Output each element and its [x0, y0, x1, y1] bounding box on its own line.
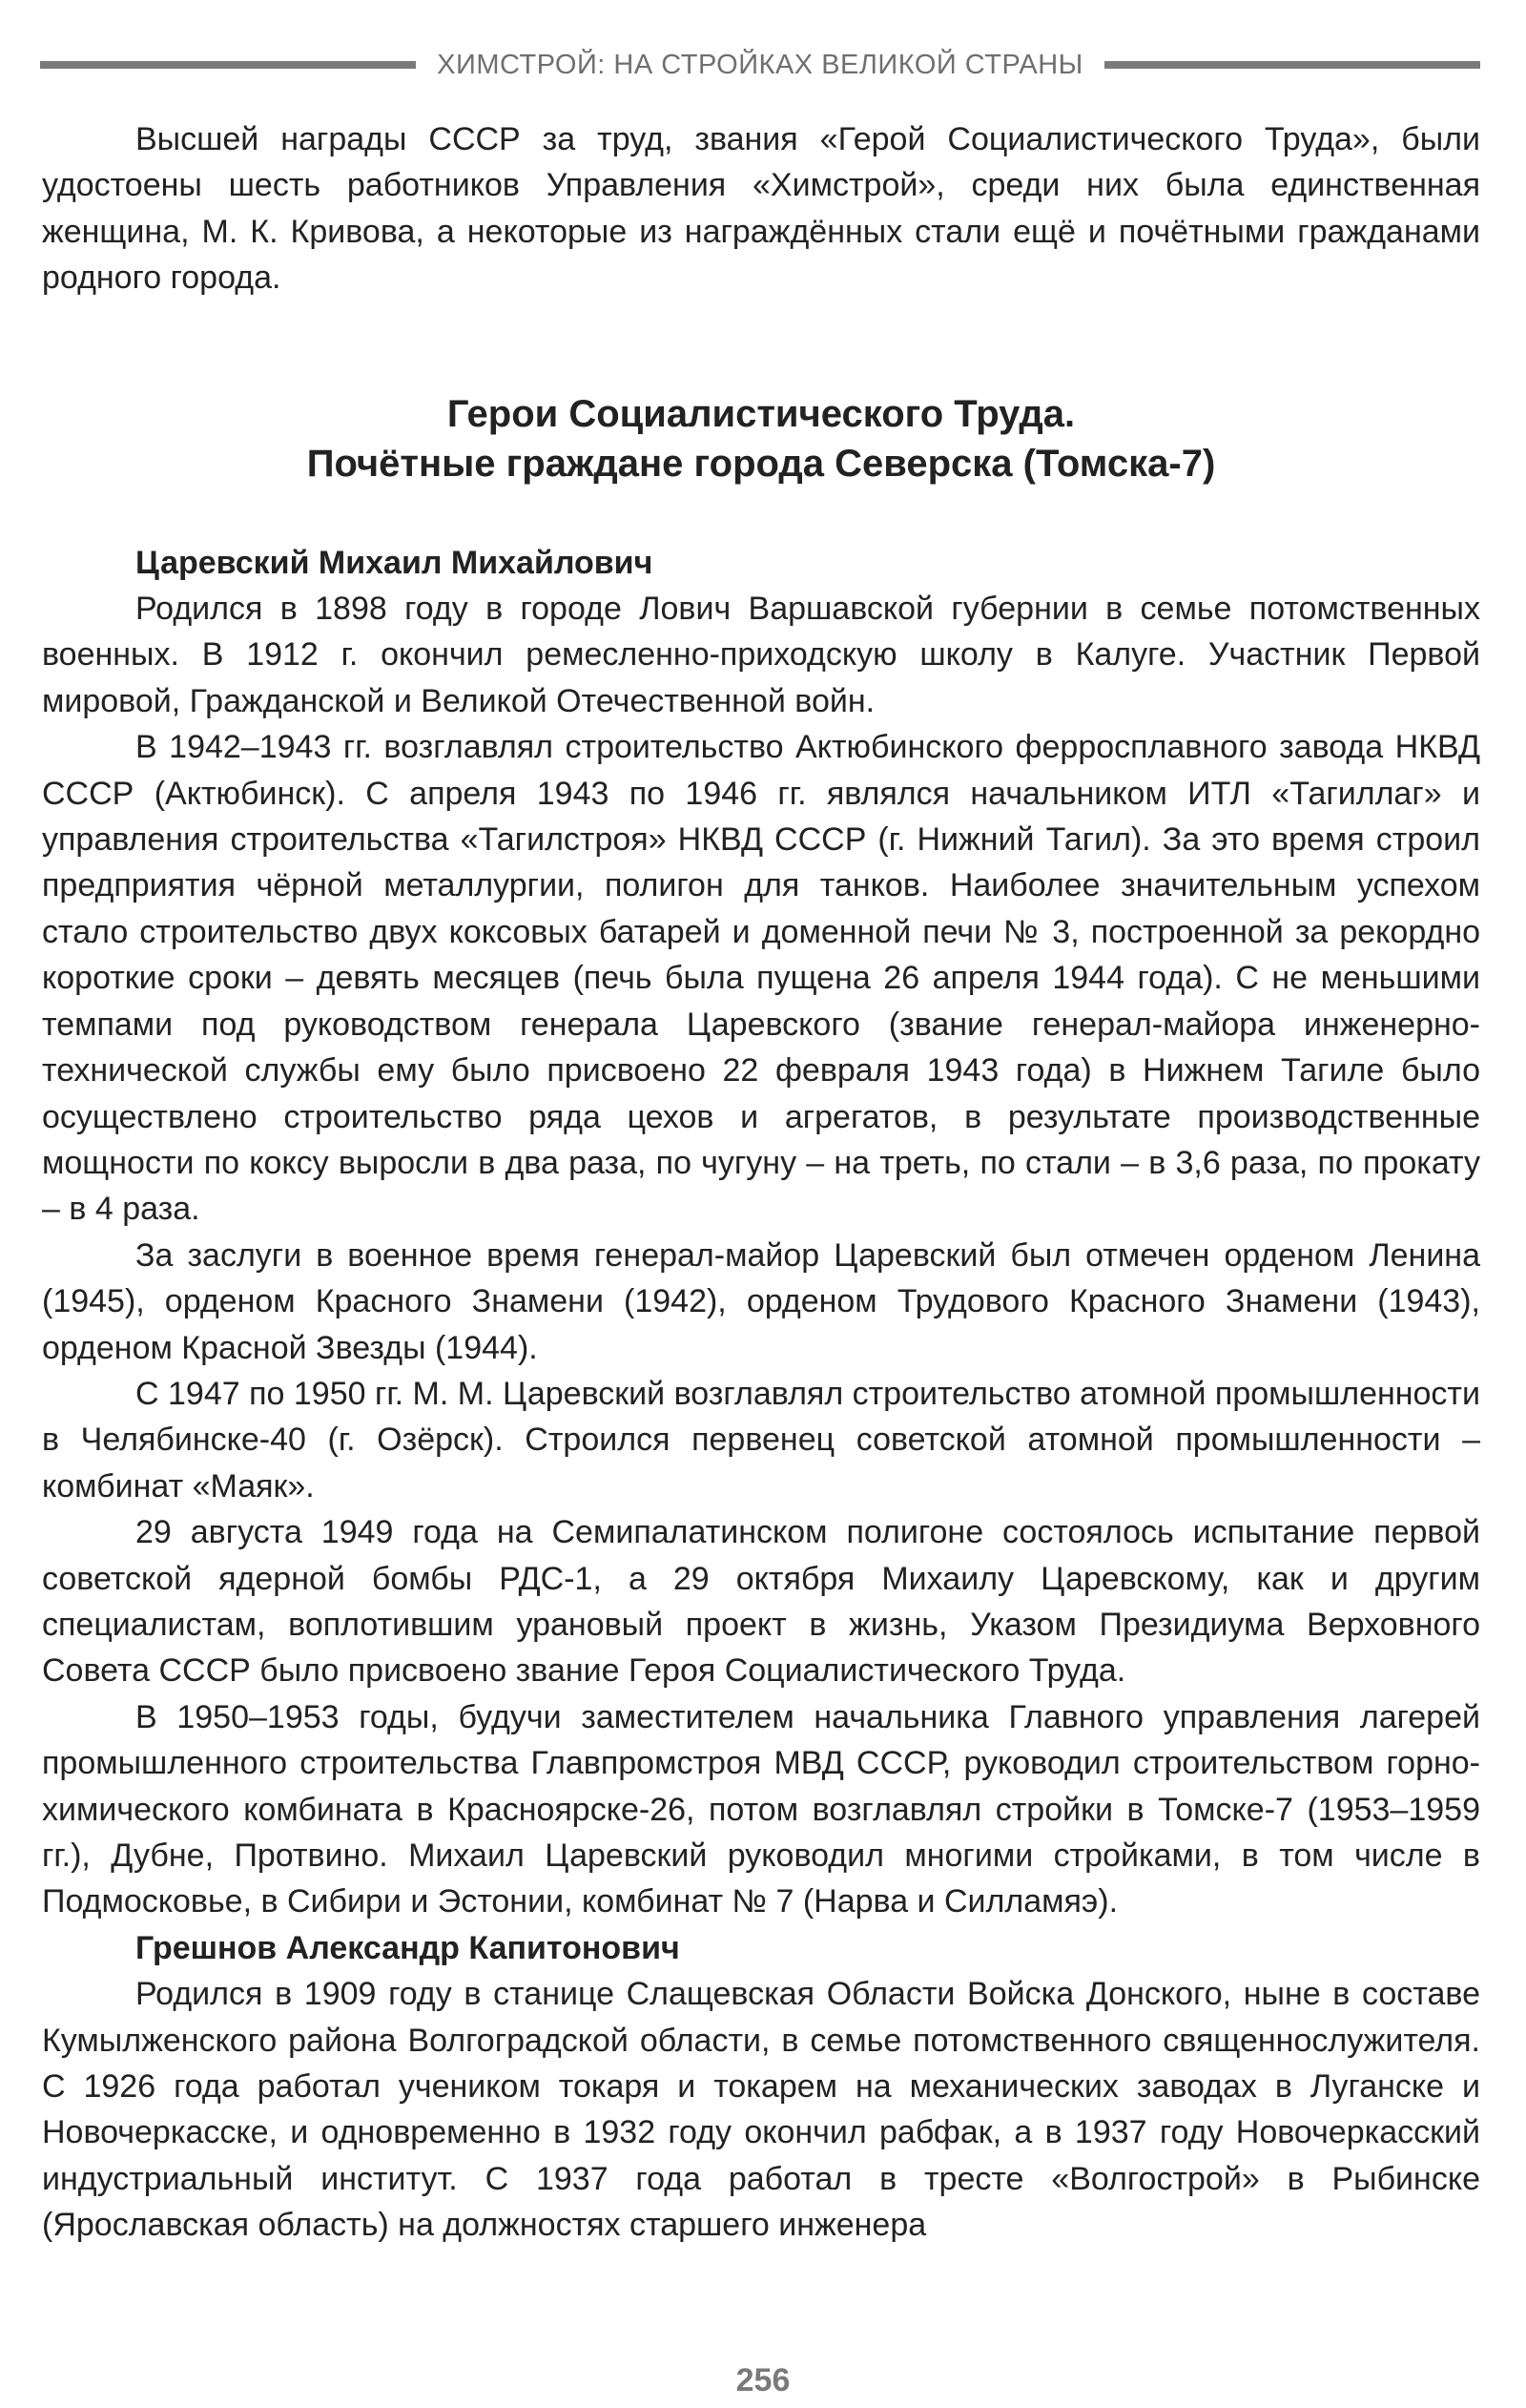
biography-paragraph: В 1942–1943 гг. возглавлял строительство Актюбинского ферросплавного завода НКВД СССР (Актюбинск). С апреля 1943 по 1946 гг. являлся начальником ИТЛ «Тагиллаг» и управления строительства «Тагилстроя» НКВД СССР (г. Нижний Тагил). За это время строил предприятия чёрной металлургии, полигон для танков. Наиболее значительным успехом стало строительство двух коксовых батарей и доменной печи № 3, построенной за рекордно короткие сроки – девять месяцев (печь была пущена 26 апреля 1944 года). С не меньшими темпами под руководством генерала Царевского (звание генерал-майора инженерно-технической службы ему было присвоено 22 февраля 1943 года) в Нижнем Тагиле было осуществлено строительство ряда цехов и агрегатов, в результате производственные мощности по коксу выросли в два раза, по чугуну – на треть, по стали – в 3,6 раза, по прокату – в 4 раза.: [42, 729, 1480, 1228]
biography-paragraph: В 1950–1953 годы, будучи заместителем начальника Главного управления лагерей промышленного строительства Главпромстроя МВД СССР, руководил строительством горно-химического комбината в Красноярске-26, потом возглавлял стройки в Томске-7 (1953–1959 гг.), Дубне, Протвино. Михаил Царевский руководил многими стройками, в том числе в Подмосковье, в Сибири и Эстонии, комбинат № 7 (Нарва и Силламяэ).: [42, 1698, 1480, 1920]
section-title: [42, 389, 1480, 488]
person-entry-tsarevsky: [42, 540, 1480, 1925]
person-entry-greshnov: [42, 1925, 1480, 2249]
page-number: 256: [735, 2362, 791, 2398]
biography-paragraph: Родился в 1898 году в городе Лович Варшавской губернии в семье потомственных военных. В 1912 г. окончил ремесленно-приходскую школу в Калуге. Участник Первой мировой, Гражданской и Великой Отечественной войн.: [42, 591, 1480, 719]
page-body: [42, 116, 1480, 2249]
biography-paragraph: 29 августа 1949 года на Семипалатинском полигоне состоялось испытание первой советской ядерной бомбы РДС-1, а 29 октября Михаилу Царевскому, как и другим специалистам, воплотившим урановый проект в жизнь, Указом Президиума Верховного Совета СССР было присвоено звание Героя Социалистического Труда.: [42, 1514, 1480, 1690]
biography-paragraph: С 1947 по 1950 гг. М. М. Царевский возглавлял строительство атомной промышленности в Челябинске-40 (г. Озёрск). Строился первенец советской атомной промышленности – комбинат «Маяк».: [42, 1375, 1480, 1505]
biography-paragraph: Родился в 1909 году в станице Слащевская Области Войска Донского, ныне в составе Кумылженского района Волгоградской области, в семье потомственного священнослужителя. С 1926 года работал учеником токаря и токарем на механических заводах в Луганске и Новочеркасске, и одновременно в 1932 году окончил рабфак, а в 1937 году Новочеркасский индустриальный институт. С 1937 года работал в тресте «Волгострой» в Рыбинске (Ярославская область) на должностях старшего инженера: [42, 1976, 1480, 2244]
running-header: [40, 46, 1480, 84]
header-rule-right: [1104, 61, 1480, 69]
biography-paragraph: За заслуги в военное время генерал-майор Царевский был отмечен орденом Ленина (1945), орденом Красного Знамени (1942), орденом Трудового Красного Знамени (1943), орденом Красной Звезды (1944).: [42, 1236, 1480, 1366]
header-rule-left: [40, 61, 416, 69]
running-title: ХИМСТРОЙ: НА СТРОЙКАХ ВЕЛИКОЙ СТРАНЫ: [437, 49, 1083, 80]
section-title-line-1: Герои Социалистического Труда.: [446, 392, 1076, 435]
person-name: Грешнов Александр Капитонович: [135, 1929, 680, 1966]
section-title-line-2: Почётные граждане города Северска (Томска-7): [306, 442, 1216, 485]
intro-paragraph: Высшей награды СССР за труд, звания «Герой Социалистического Труда», были удостоены шесть работников Управления «Химстрой», среди них была единственная женщина, М. К. Кривова, а некоторые из награждённых стали ещё и почётными гражданами родного города.: [42, 121, 1480, 297]
person-name: Царевский Михаил Михайлович: [135, 544, 653, 581]
